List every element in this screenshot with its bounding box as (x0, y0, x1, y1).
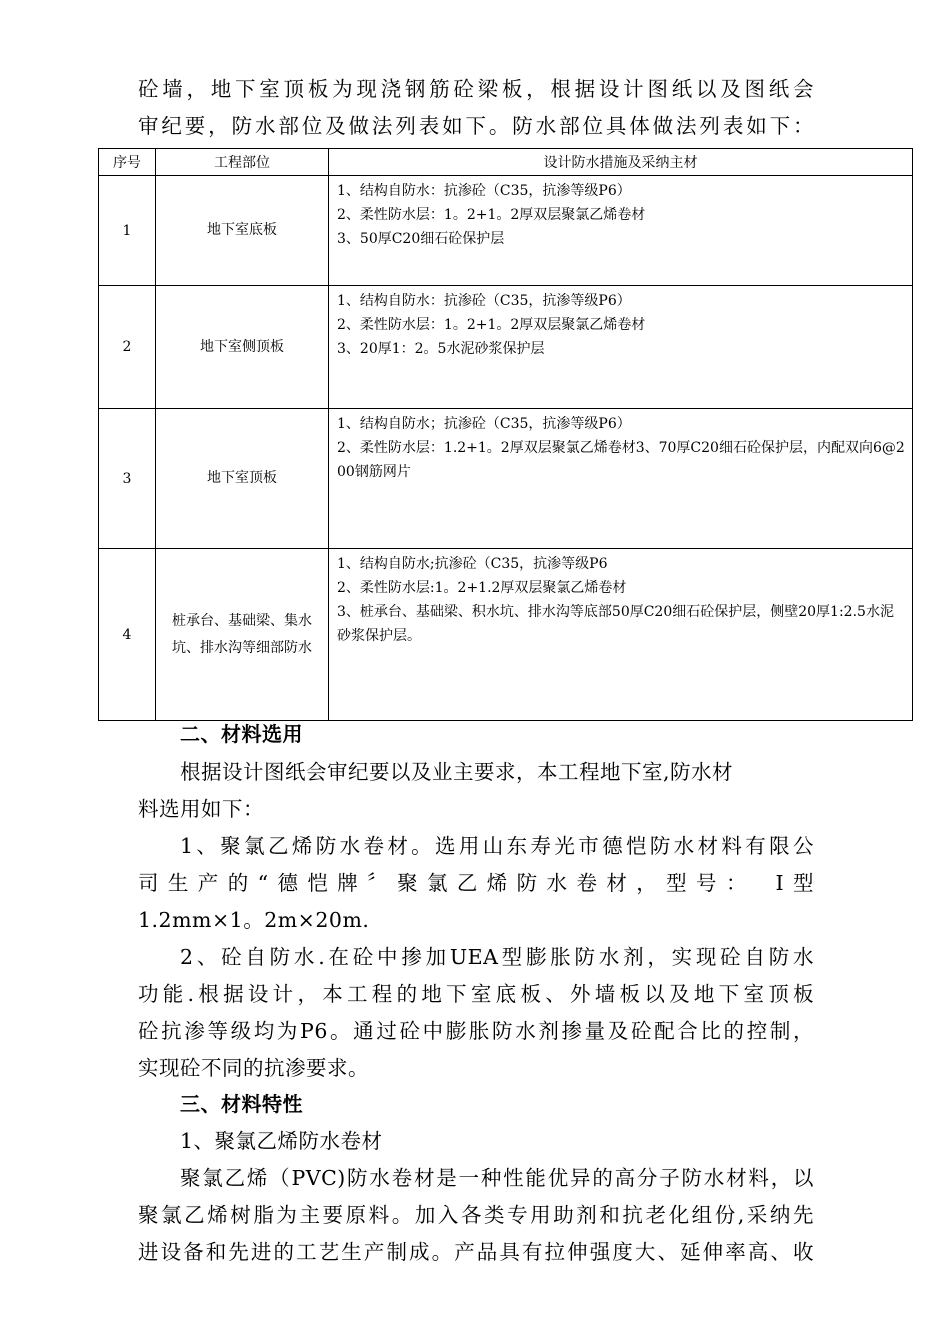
measure-line: 2、柔性防水层：1。2+1。2厚双层聚氯乙烯卷材 (337, 207, 646, 223)
section-3-para-1-line-1: 聚氯乙烯（PVC)防水卷材是一种性能优异的高分子防水材料，以 (180, 1166, 814, 1190)
measure-line: 1、结构自防水；抗渗砼（C35，抗渗等级P6） (337, 416, 631, 432)
intro-line-2: 审纪要，防水部位及做法列表如下。防水部位具体做法列表如下： (138, 114, 814, 138)
row-part: 桩承台、基础梁、集水坑、排水沟等细部防水 (156, 549, 329, 721)
row-no: 1 (99, 176, 156, 286)
header-measures: 设计防水措施及采纳主材 (329, 149, 913, 176)
row-measures (329, 549, 913, 721)
row-measures (329, 176, 913, 286)
row-part: 地下室底板 (156, 176, 329, 286)
measure-line: 3、20厚1：2。5水泥砂浆保护层 (337, 341, 545, 357)
section-2-para-2-line-3: 1.2mm×1。2m×20m. (138, 908, 370, 932)
header-part: 工程部位 (156, 149, 329, 176)
measure-line: 3、50厚C20细石砼保护层 (337, 231, 505, 247)
section-2-para-2-line-2: 司生产的“德恺牌〞聚氯乙烯防水卷材，型号： Ⅰ型 (138, 871, 814, 895)
measure-line: 2、柔性防水层:1。2+1.2厚双层聚氯乙烯卷材 (337, 580, 627, 596)
measure-line: 1、结构自防水：抗渗砼（C35，抗渗等级P6） (337, 183, 631, 199)
section-2-para-3-line-4: 实现砼不同的抗渗要求。 (138, 1056, 369, 1080)
section-2-para-3-line-1: 2、砼自防水.在砼中掺加UEA型膨胀防水剂，实现砼自防水 (180, 945, 814, 969)
row-no: 4 (99, 549, 156, 721)
section-3-para-1-line-2: 聚氯乙烯树脂为主要原料。加入各类专用助剂和抗老化组份,采纳先 (138, 1203, 814, 1227)
section-3-para-1-line-3: 进设备和先进的工艺生产制成。产品具有拉伸强度大、延伸率高、收 (138, 1240, 814, 1264)
row-no: 2 (99, 286, 156, 409)
section-2-para-3-line-3: 砼抗渗等级均为P6。通过砼中膨胀防水剂掺量及砼配合比的控制， (138, 1019, 814, 1043)
measure-line: 2、柔性防水层：1。2+1。2厚双层聚氯乙烯卷材 (337, 317, 646, 333)
measure-line: 1、结构自防水：抗渗砼（C35，抗渗等级P6） (337, 293, 631, 309)
waterproofing-table (98, 148, 913, 721)
section-2-para-2-line-1: 1、聚氯乙烯防水卷材。选用山东寿光市德恺防水材料有限公 (180, 834, 814, 858)
row-measures (329, 409, 913, 549)
measure-line: 3、桩承台、基础梁、积水坑、排水沟等底部50厚C20细石砼保护层，侧壁20厚1:2.5水泥砂浆保护层。 (337, 604, 894, 644)
section-2-para-3-line-2: 功能.根据设计，本工程的地下室底板、外墙板以及地下室顶板 (138, 982, 814, 1006)
section-3-heading: 三、材料特性 (180, 1092, 303, 1116)
table-header-row (99, 149, 913, 176)
section-2-heading: 二、材料选用 (180, 722, 303, 746)
measure-line: 2、柔性防水层：1.2+1。2厚双层聚氯乙烯卷材3、70厚C20细石砼保护层，内配双向6@200钢筋网片 (337, 440, 905, 480)
section-3-subheading: 1、聚氯乙烯防水卷材 (180, 1129, 383, 1153)
section-2-para-1-line-2: 料选用如下： (138, 797, 264, 821)
table-row (99, 549, 913, 721)
header-no: 序号 (99, 149, 156, 176)
table-row (99, 409, 913, 549)
table-row (99, 286, 913, 409)
section-2-para-1-line-1: 根据设计图纸会审纪要以及业主要求，本工程地下室,防水材 (180, 760, 734, 784)
row-no: 3 (99, 409, 156, 549)
table-row (99, 176, 913, 286)
row-part: 地下室侧顶板 (156, 286, 329, 409)
intro-line-1: 砼墙，地下室顶板为现浇钢筋砼梁板，根据设计图纸以及图纸会 (138, 77, 814, 101)
row-measures (329, 286, 913, 409)
measure-line: 1、结构自防水;抗渗砼（C35，抗渗等级P6 (337, 556, 608, 572)
row-part: 地下室顶板 (156, 409, 329, 549)
